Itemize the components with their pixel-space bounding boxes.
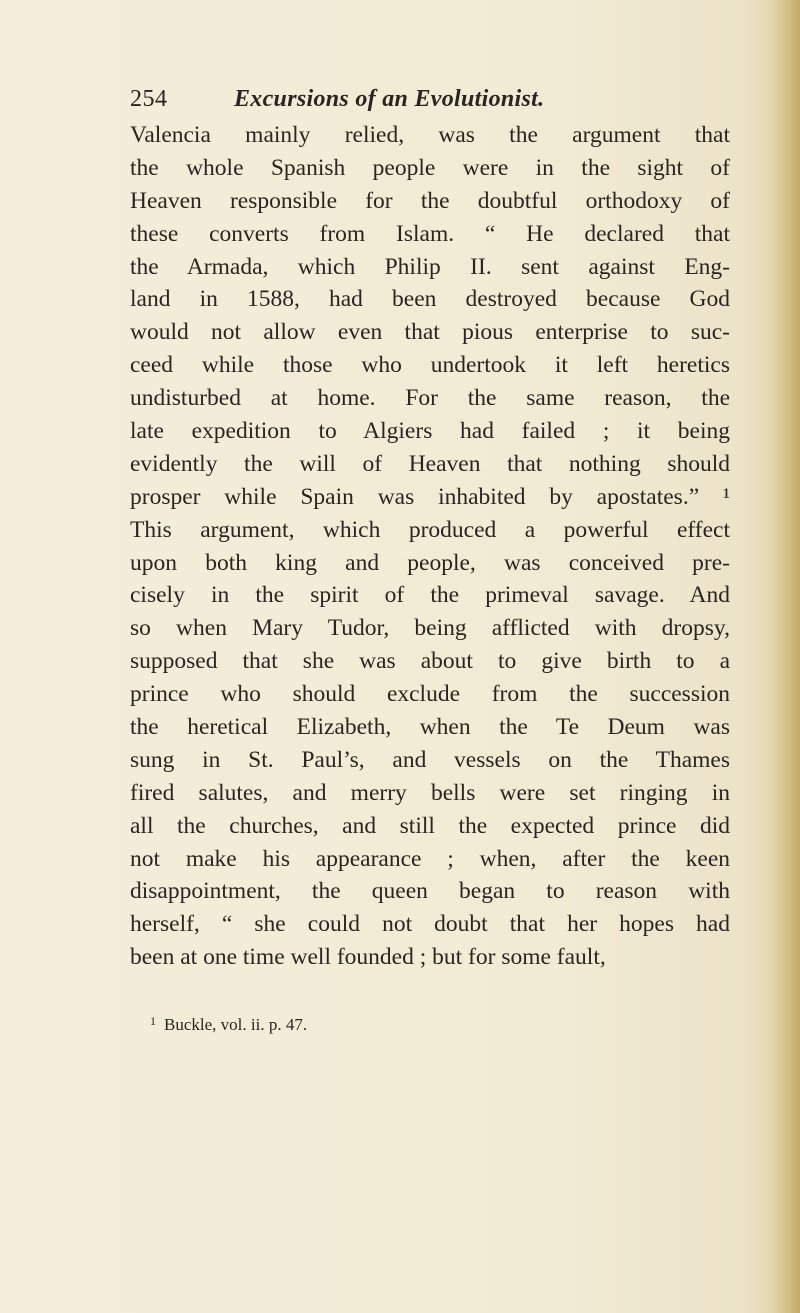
body-text	[130, 119, 730, 974]
text-line: so when Mary Tudor, being afflicted with dropsy,	[130, 615, 730, 642]
page-number: 254	[130, 86, 168, 112]
page-header	[130, 86, 730, 122]
footnote	[150, 1014, 307, 1035]
text-line: cisely in the spirit of the primeval savage. And	[130, 582, 730, 609]
footnote-marker: 1	[150, 1014, 156, 1028]
text-line: Heaven responsible for the doubtful orthodoxy of	[130, 187, 730, 214]
text-line: the whole Spanish people were in the sight of	[130, 154, 730, 181]
text-line: evidently the will of Heaven that nothing should	[130, 450, 730, 477]
page-edge-shadow	[772, 0, 800, 1313]
text-line: Valencia mainly relied, was the argument that	[130, 122, 730, 148]
text-line: land in 1588, had been destroyed because God	[130, 286, 730, 313]
text-line: sung in St. Paul’s, and vessels on the Thames	[130, 746, 730, 773]
text-line: the heretical Elizabeth, when the Te Deum was	[130, 714, 730, 741]
text-line: not make his appearance ; when, after the keen	[130, 845, 730, 872]
text-line: late expedition to Algiers had failed ; it being	[130, 418, 730, 445]
footnote-text: Buckle, vol. ii. p. 47.	[164, 1015, 308, 1034]
text-line: prince who should exclude from the succession	[130, 681, 730, 708]
text-line: all the churches, and still the expected prince did	[130, 812, 730, 839]
text-line: the Armada, which Philip II. sent against Eng-	[130, 253, 730, 280]
text-line: ceed while those who undertook it left heretics	[130, 352, 730, 379]
text-line: undisturbed at home. For the same reason, the	[130, 385, 730, 412]
text-line: disappointment, the queen began to reason with	[130, 878, 730, 905]
text-line: would not allow even that pious enterprise to suc-	[130, 319, 730, 346]
text-line: fired salutes, and merry bells were set ringing in	[130, 779, 730, 806]
text-line: prosper while Spain was inhabited by apostates.” ¹	[130, 483, 730, 510]
text-line: these converts from Islam. “ He declared that	[130, 220, 730, 247]
running-title: Excursions of an Evolutionist.	[234, 86, 545, 112]
text-line: supposed that she was about to give birth to a	[130, 648, 730, 675]
text-line: upon both king and people, was conceived pre-	[130, 549, 730, 576]
text-line: been at one time well founded ; but for some fault,	[130, 944, 606, 971]
text-line: herself, “ she could not doubt that her hopes had	[130, 911, 730, 938]
text-line: This argument, which produced a powerful effect	[130, 516, 730, 543]
